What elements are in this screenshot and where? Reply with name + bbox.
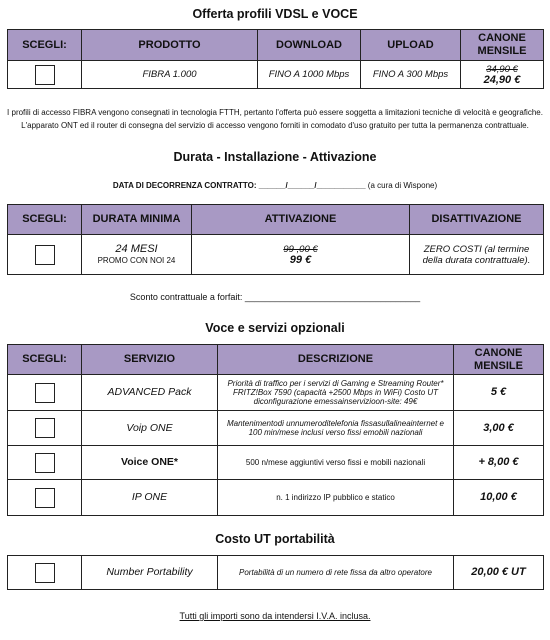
section-title-durata: Durata - Installazione - Attivazione: [173, 150, 377, 164]
checkbox-durata[interactable]: [35, 245, 55, 265]
service-price: 10,00 €: [454, 480, 544, 516]
col-header-scegli: SCEGLI:: [8, 345, 82, 375]
old-activation-price: 99 ,00 €: [283, 243, 318, 255]
col-header-durata: DURATA MINIMA: [82, 205, 192, 235]
select-cell: [8, 446, 82, 480]
col-header-disattivazione: DISATTIVAZIONE: [410, 205, 544, 235]
old-price: 34,90 €: [486, 63, 518, 75]
sconto-line: Sconto contrattuale a forfait: ___________________________________: [129, 292, 421, 302]
service-desc: Mantenimentodi unnumeroditelefonia fissasullalineainternet e 100 min/mese inclusi verso fissi emobili nazionali: [218, 411, 454, 446]
col-header-canone: CANONE MENSILE: [454, 345, 544, 375]
service-desc: Priorità di traffico per i servizi di Gaming e Streaming Router* FRITZ!Box 7590 (capacità +2500 Mbps in WiFi) Costo UT diconfigurazione emessainservizioon-site: 49€: [218, 375, 454, 411]
service-desc: 500 n/mese aggiuntivi verso fissi e mobili nazionali: [218, 446, 454, 480]
select-cell: [8, 411, 82, 446]
checkbox-advanced[interactable]: [35, 383, 55, 403]
col-header-attivazione: ATTIVAZIONE: [192, 205, 410, 235]
service-name: ADVANCED Pack: [82, 375, 218, 411]
checkbox-voice[interactable]: [35, 453, 55, 473]
footer-note: Tutti gli importi sono da intendersi I.V.A. inclusa.: [179, 611, 371, 621]
col-header-scegli: SCEGLI:: [8, 205, 82, 235]
offer-table: [7, 29, 544, 89]
download-speed: FINO A 1000 Mbps: [258, 61, 361, 89]
service-price: 20,00 € UT: [454, 556, 544, 590]
service-price: + 8,00 €: [454, 446, 544, 480]
services-table: [7, 344, 544, 516]
select-cell: [8, 61, 82, 89]
portability-table: [7, 555, 544, 590]
service-name: IP ONE: [82, 480, 218, 516]
note-ont: L'apparato ONT ed il router di consegna del servizio di accesso vengono forniti in comodato d'uso gratuito per tutta la permanenza contrattuale.: [21, 121, 529, 130]
section-title-ut: Costo UT portabilità: [215, 532, 335, 546]
service-name: Number Portability: [82, 556, 218, 590]
decorrenza-line: [0, 181, 550, 190]
select-cell: [8, 375, 82, 411]
checkbox-fibra[interactable]: [35, 65, 55, 85]
col-header-prodotto: PRODOTTO: [82, 30, 258, 61]
decorrenza-note: (a cura di Wispone): [367, 181, 438, 190]
checkbox-ipone[interactable]: [35, 488, 55, 508]
select-cell: [8, 235, 82, 275]
activation-cell: [192, 235, 410, 275]
service-price: 5 €: [454, 375, 544, 411]
select-cell: [8, 480, 82, 516]
new-price: 24,90 €: [483, 73, 521, 86]
service-name: Voip ONE: [82, 411, 218, 446]
section-title-voce: Voce e servizi opzionali: [205, 321, 345, 335]
service-desc: Portabilità di un numero di rete fissa da altro operatore: [218, 556, 454, 590]
duration-value: 24 MESI: [115, 242, 158, 255]
checkbox-portability[interactable]: [35, 563, 55, 583]
col-header-download: DOWNLOAD: [258, 30, 361, 61]
activation-price: 99 €: [289, 253, 312, 266]
service-price: 3,00 €: [454, 411, 544, 446]
col-header-canone: CANONE MENSILE: [461, 30, 544, 61]
deactivation-cell: ZERO COSTI (al termine della durata contrattuale).: [410, 235, 544, 275]
col-header-servizio: SERVIZIO: [82, 345, 218, 375]
duration-table: [7, 204, 544, 275]
price-cell: [461, 61, 544, 89]
note-ftth: I profili di accesso FIBRA vengono consegnati in tecnologia FTTH, pertanto l'offerta può essere soggetta a limitazioni tecniche di velocità e geografiche.: [7, 108, 543, 117]
service-name: Voice ONE*: [82, 446, 218, 480]
section-title-offerta: Offerta profili VDSL e VOCE: [192, 7, 358, 21]
checkbox-voip[interactable]: [35, 418, 55, 438]
col-header-upload: UPLOAD: [361, 30, 461, 61]
service-desc: n. 1 indirizzo IP pubblico e statico: [218, 480, 454, 516]
upload-speed: FINO A 300 Mbps: [361, 61, 461, 89]
select-cell: [8, 556, 82, 590]
decorrenza-label: DATA DI DECORRENZA CONTRATTO: ______/______/___________: [112, 181, 366, 190]
duration-cell: [82, 235, 192, 275]
col-header-descrizione: DESCRIZIONE: [218, 345, 454, 375]
col-header-scegli: SCEGLI:: [8, 30, 82, 61]
product-name: FIBRA 1.000: [82, 61, 258, 89]
promo-label: PROMO CON NOI 24: [97, 255, 176, 265]
